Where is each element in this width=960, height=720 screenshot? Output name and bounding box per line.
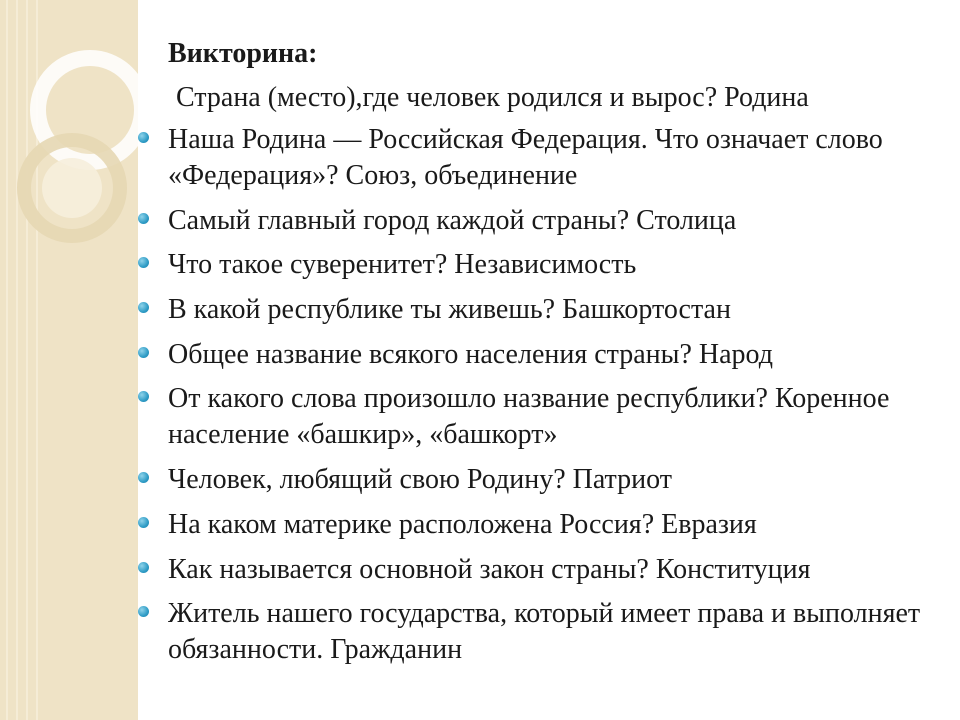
list-item — [138, 381, 938, 453]
slide-title: Викторина: — [168, 38, 318, 69]
list-item — [138, 203, 938, 239]
bullet-icon — [138, 562, 149, 573]
list-item-text: Человек, любящий свою Родину? Патриот — [168, 464, 672, 496]
bullet-icon — [138, 391, 149, 402]
list-item-text: На каком материке расположена Россия? Евразия — [168, 508, 757, 540]
list-item — [138, 507, 938, 543]
bullet-icon — [138, 347, 149, 358]
list-item-text: Общее название всякого населения страны? Народ — [168, 338, 773, 370]
slide-content — [138, 0, 960, 720]
bullet-icon — [138, 213, 149, 224]
list-item-text: В какой республике ты живешь? Башкортостан — [168, 294, 731, 326]
list-item-text: Житель нашего государства, который имеет права и выполняет обязанности. Гражданин — [168, 598, 921, 666]
list-item-text: Наша Родина — Российская Федерация. Что означает слово «Федерация»? Союз, объединение — [168, 124, 883, 191]
list-item-text: Самый главный город каждой страны? Столица — [168, 204, 737, 236]
list-item — [138, 596, 938, 668]
decorative-side-band — [0, 0, 138, 720]
bullet-icon — [138, 257, 149, 268]
list-item — [138, 337, 938, 373]
decorative-rings — [0, 0, 138, 720]
intro-question: Страна (место),где человек родился и вырос? Родина — [176, 82, 809, 113]
list-item — [138, 552, 938, 588]
list-item-text: Как называется основной закон страны? Конституция — [168, 553, 811, 585]
list-item — [138, 122, 938, 194]
list-item — [138, 247, 938, 283]
bullet-icon — [138, 517, 149, 528]
list-item — [138, 292, 938, 328]
bullet-icon — [138, 606, 149, 617]
list-item-text: Что такое суверенитет? Независимость — [168, 249, 637, 281]
bullet-icon — [138, 132, 149, 143]
bullet-icon — [138, 472, 149, 483]
list-item — [138, 462, 938, 498]
bullet-icon — [138, 302, 149, 313]
question-list — [138, 122, 938, 677]
list-item-text: От какого слова произошло название республики? Коренное население «башкир», «башкорт» — [168, 383, 890, 451]
